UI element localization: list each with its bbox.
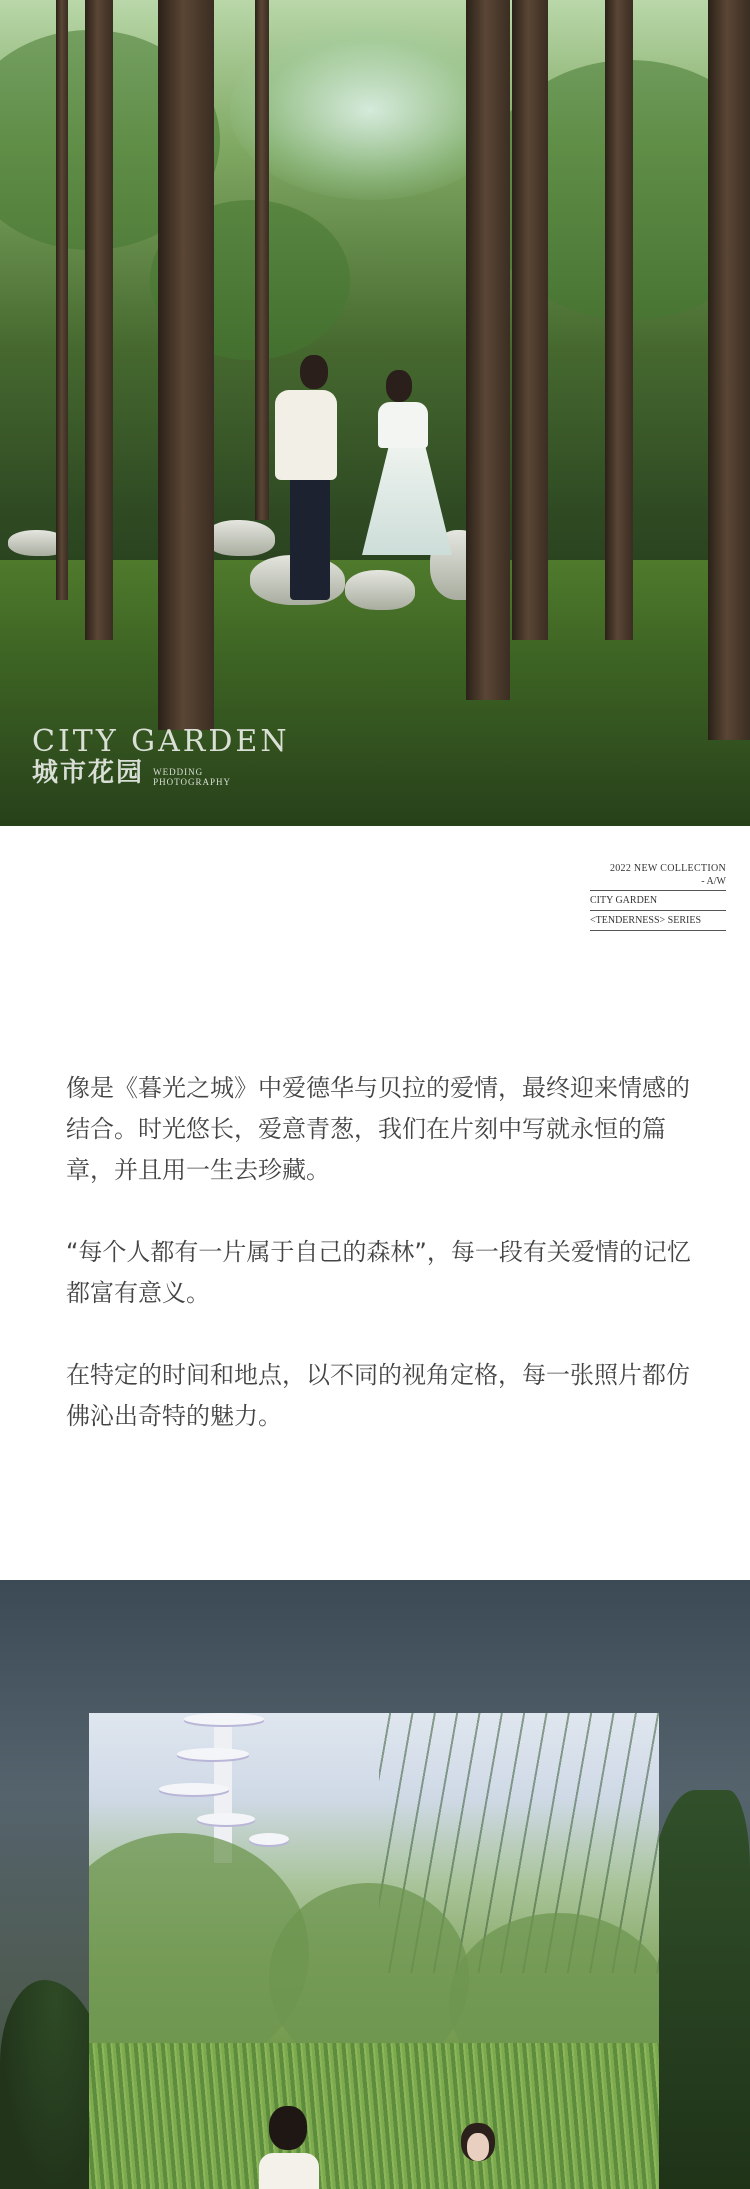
tall-grass <box>89 2043 659 2189</box>
tower-disc <box>184 1713 264 1725</box>
watermark-chinese: 城市花园 <box>32 758 145 788</box>
tower-disc <box>177 1748 249 1760</box>
tree-trunk <box>708 0 750 740</box>
rock <box>345 570 415 610</box>
tree-trunk <box>466 0 510 700</box>
tower-disc <box>159 1783 229 1795</box>
tower-disc <box>249 1833 289 1845</box>
bride-dress <box>362 445 452 555</box>
bride-top <box>378 402 428 448</box>
hero-forest-photo <box>0 0 750 826</box>
groom-head <box>269 2106 307 2150</box>
groom-shirt <box>259 2153 319 2189</box>
watermark-title: CITY GARDEN <box>32 724 290 759</box>
collection-season: - A/W <box>590 875 726 891</box>
tree-trunk <box>158 0 214 730</box>
paragraph: “每个人都有一片属于自己的森林”，每一段有关爱情的记忆都富有意义。 <box>66 1238 691 1307</box>
tree-trunk <box>56 0 68 600</box>
watermark-sub-1: WEDDING <box>153 766 204 777</box>
groom-head <box>300 355 328 389</box>
groom-legs <box>290 470 330 600</box>
bride-face <box>467 2133 489 2161</box>
rock <box>205 520 275 556</box>
park-couple-photo <box>89 1713 659 2189</box>
watermark-subtitle <box>153 767 231 787</box>
collection-series: <TENDERNESS> SERIES <box>590 914 726 931</box>
tree-trunk <box>85 0 113 640</box>
paragraph: 像是《暮光之城》中爱德华与贝拉的爱情，最终迎来情感的结合。时光悠长，爱意青葱，我们在片刻中写就永恒的篇章，并且用一生去珍藏。 <box>66 1074 690 1184</box>
tree-trunk <box>255 0 269 520</box>
collection-year: 2022 NEW COLLECTION <box>609 863 726 874</box>
groom-jacket <box>275 390 337 480</box>
collection-info <box>590 862 726 931</box>
park-photo-background <box>0 1580 750 2189</box>
tower-disc <box>197 1813 255 1825</box>
tree-trunk <box>605 0 633 640</box>
story-text <box>66 1068 696 1478</box>
collection-brand: CITY GARDEN <box>590 894 726 911</box>
tree-trunk <box>512 0 548 640</box>
watermark-sub-2: PHOTOGRAPHY <box>153 776 231 787</box>
paragraph: 在特定的时间和地点，以不同的视角定格，每一张照片都仿佛沁出奇特的魅力。 <box>66 1361 690 1430</box>
bride-head <box>386 370 412 402</box>
brand-watermark <box>32 726 290 788</box>
